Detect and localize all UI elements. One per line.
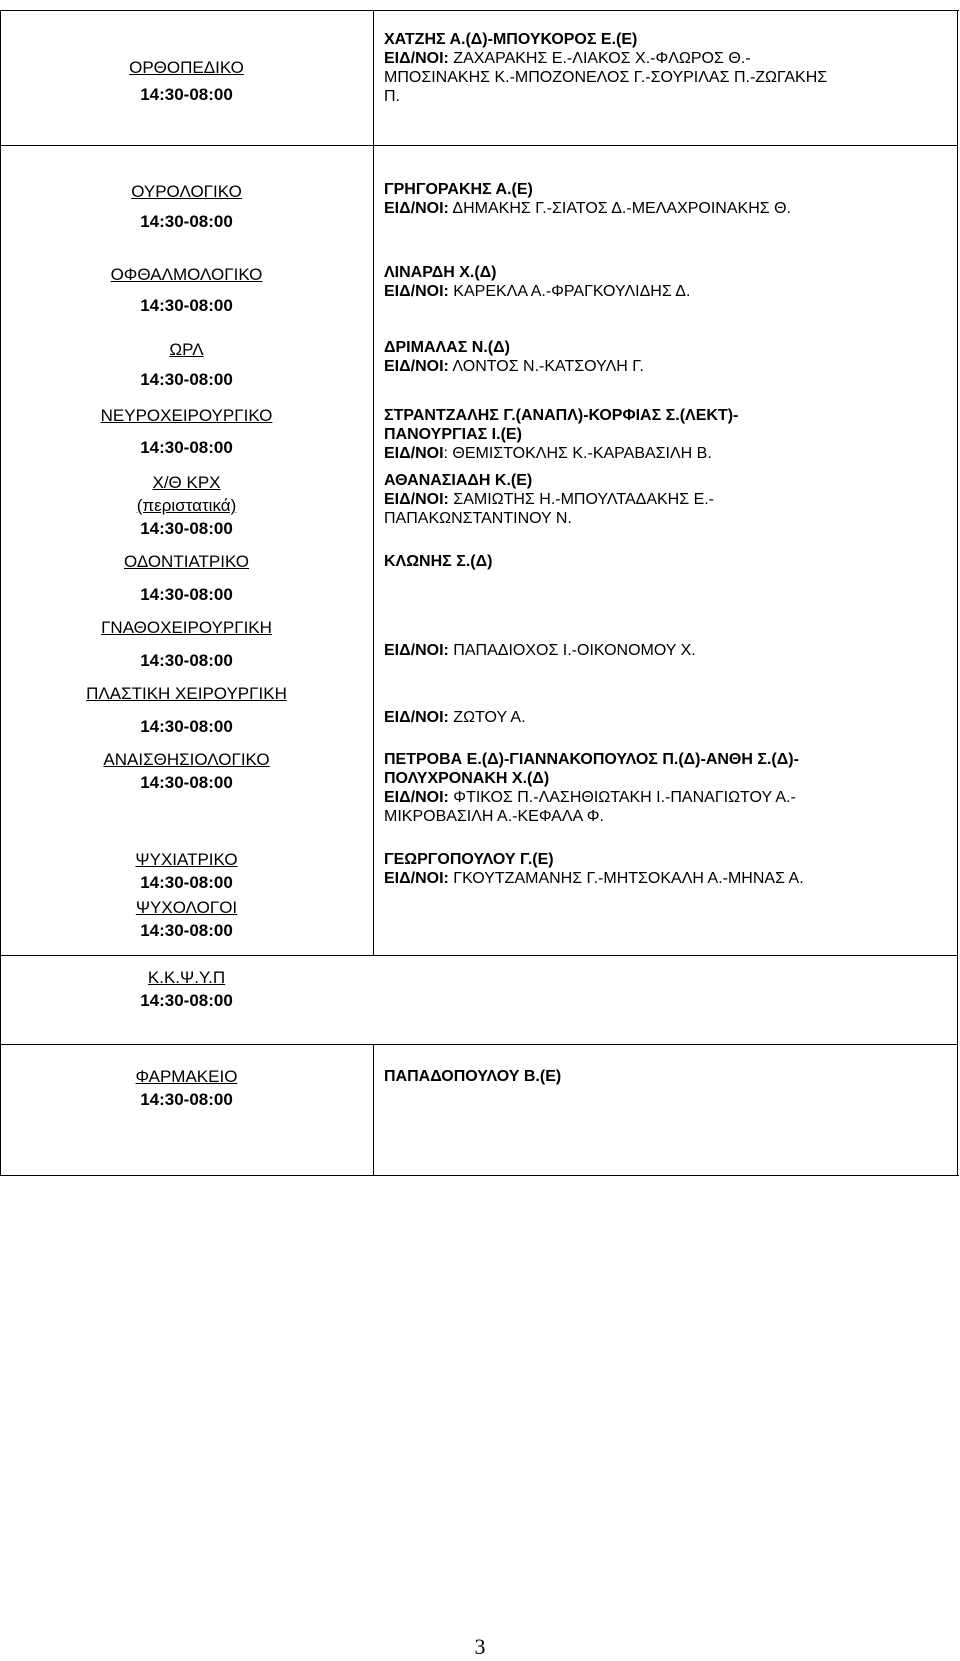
residents-names: ΔΗΜΑΚΗΣ Γ.-ΣΙΑΤΟΣ Δ.-ΜΕΛΑΧΡΟΙΝΑΚΗΣ Θ. — [452, 200, 791, 217]
duty-plastic-surgery — [384, 708, 944, 727]
dept-dental — [0, 550, 373, 606]
dept-name: ΟΦΘΑΛΜΟΛΟΓΙΚΟ — [110, 265, 263, 284]
residents-label: ΕΙΔ/ΝΟΙ: — [384, 200, 449, 217]
duty-head: ΠΑΠΑΔΟΠΟΥΛΟΥ Β.(Ε) — [384, 1068, 562, 1085]
dept-name: ΩΡΛ — [169, 340, 204, 359]
duty-residents-cont: ΜΠΟΣΙΝΑΚΗΣ Κ.-ΜΠΟΖΟΝΕΛΟΣ Γ.-ΣΟΥΡΙΛΑΣ Π.-ΖΩΓΑΚΗΣ — [384, 69, 828, 86]
dept-hours: 14:30-08:00 — [140, 212, 233, 231]
duty-residents — [384, 708, 944, 727]
duty-residents — [384, 357, 944, 376]
dept-name: ΝΕΥΡΟΧΕΙΡΟΥΡΓΙΚΟ — [100, 406, 273, 425]
dept-name: ΨΥΧΙΑΤΡΙΚΟ — [135, 850, 238, 869]
row-separator — [0, 955, 958, 956]
page-number: 3 — [474, 1634, 486, 1659]
residents-names: ΠΑΠΑΔΙΟΧΟΣ Ι.-ΟΙΚΟΝΟΜΟΥ Χ. — [453, 642, 696, 659]
dept-hours: 14:30-08:00 — [140, 519, 233, 538]
table-border-right — [957, 11, 958, 1175]
duty-residents — [384, 788, 944, 807]
dept-name: ΓΝΑΘΟΧΕΙΡΟΥΡΓΙΚΗ — [101, 618, 272, 637]
dept-hours: 14:30-08:00 — [140, 1090, 233, 1109]
dept-hours: 14:30-08:00 — [140, 85, 233, 104]
duty-maxillofacial — [384, 641, 944, 660]
duty-head-cont: ΠΑΝΟΥΡΓΙΑΣ Ι.(Ε) — [384, 426, 522, 443]
residents-label: ΕΙΔ/ΝΟΙ: — [384, 789, 449, 806]
residents-label: ΕΙΔ/ΝΟΙ — [384, 445, 444, 462]
duty-anesthesiology — [384, 750, 944, 826]
duty-residents — [384, 49, 944, 68]
duty-ophthalmology — [384, 263, 944, 301]
duty-ent — [384, 338, 944, 376]
residents-label: ΕΙΔ/ΝΟΙ: — [384, 709, 449, 726]
duty-residents — [384, 444, 944, 463]
residents-names: ΦΤΙΚΟΣ Π.-ΛΑΣΗΘΙΩΤΑΚΗ Ι.-ΠΑΝΑΓΙΩΤΟΥ Α.- — [453, 789, 796, 806]
dept-name: Κ.Κ.Ψ.Υ.Π — [147, 968, 226, 987]
duty-head: ΣΤΡΑΝΤΖΑΛΗΣ Γ.(ΑΝΑΠΛ)-ΚΟΡΦΙΑΣ Σ.(ΛΕΚΤ)- — [384, 407, 739, 424]
dept-kkpsyp — [0, 966, 373, 1012]
dept-pharmacy — [0, 1065, 373, 1111]
dept-name: ΦΑΡΜΑΚΕΙΟ — [135, 1067, 238, 1086]
residents-names: ΚΑΡΕΚΛΑ Α.-ΦΡΑΓΚΟΥΛΙΔΗΣ Δ. — [453, 283, 691, 300]
dept-hours: 14:30-08:00 — [140, 873, 233, 892]
duty-residents-cont: ΠΑΠΑΚΩΝΣΤΑΝΤΙΝΟΥ Ν. — [384, 510, 572, 527]
residents-label: ΕΙΔ/ΝΟΙ: — [384, 642, 449, 659]
duty-cardiothoracic — [384, 471, 944, 528]
dept-hours: 14:30-08:00 — [140, 651, 233, 670]
residents-names: ΓΚΟΥΤΖΑΜΑΝΗΣ Γ.-ΜΗΤΣΟΚΑΛΗ Α.-ΜΗΝΑΣ Α. — [453, 870, 804, 887]
duty-urology — [384, 180, 944, 218]
duty-residents — [384, 282, 944, 301]
dept-hours: 14:30-08:00 — [140, 717, 233, 736]
dept-name: ΟΔΟΝΤΙΑΤΡΙΚΟ — [123, 552, 250, 571]
dept-hours: 14:30-08:00 — [140, 773, 233, 792]
duty-residents — [384, 199, 944, 218]
duty-head: ΓΡΗΓΟΡΑΚΗΣ Α.(Ε) — [384, 181, 533, 198]
dept-hours: 14:30-08:00 — [140, 921, 233, 940]
dept-hours: 14:30-08:00 — [140, 585, 233, 604]
duty-residents-cont: Π. — [384, 88, 400, 105]
dept-orthopedic — [0, 56, 373, 106]
dept-psychologists — [0, 896, 373, 942]
duty-head: ΓΕΩΡΓΟΠΟΥΛΟΥ Γ.(Ε) — [384, 851, 554, 868]
dept-hours: 14:30-08:00 — [140, 438, 233, 457]
duty-head: ΧΑΤΖΗΣ Α.(Δ)-ΜΠΟΥΚΟΡΟΣ Ε.(Ε) — [384, 31, 638, 48]
duty-head: ΑΘΑΝΑΣΙΑΔΗ Κ.(Ε) — [384, 472, 533, 489]
duty-residents-cont: ΜΙΚΡΟΒΑΣΙΛΗ Α.-ΚΕΦΑΛΑ Φ. — [384, 808, 604, 825]
duty-residents — [384, 490, 944, 509]
duty-dental — [384, 552, 944, 571]
duty-head: ΚΛΩΝΗΣ Σ.(Δ) — [384, 553, 493, 570]
duty-head-cont: ΠΟΛΥΧΡΟΝΑΚΗ Χ.(Δ) — [384, 770, 550, 787]
column-divider — [373, 11, 374, 955]
dept-ent — [0, 338, 373, 391]
duty-orthopedic — [384, 30, 944, 106]
residents-label: ΕΙΔ/ΝΟΙ: — [384, 50, 449, 67]
row-separator — [0, 145, 958, 146]
residents-label: ΕΙΔ/ΝΟΙ: — [384, 283, 449, 300]
residents-label: ΕΙΔ/ΝΟΙ: — [384, 870, 449, 887]
dept-hours: 14:30-08:00 — [140, 991, 233, 1010]
residents-label: ΕΙΔ/ΝΟΙ: — [384, 358, 449, 375]
duty-head: ΔΡΙΜΑΛΑΣ Ν.(Δ) — [384, 339, 510, 356]
dept-cardiothoracic — [0, 471, 373, 540]
dept-name: ΟΥΡΟΛΟΓΙΚΟ — [131, 182, 242, 201]
dept-hours: 14:30-08:00 — [140, 370, 233, 389]
row-separator — [0, 1044, 958, 1045]
dept-neurosurgery — [0, 404, 373, 459]
dept-name: ΑΝΑΙΣΘΗΣΙΟΛΟΓΙΚΟ — [103, 750, 270, 769]
duty-residents — [384, 641, 944, 660]
dept-hours: 14:30-08:00 — [140, 296, 233, 315]
residents-names: ΛΟΝΤΟΣ Ν.-ΚΑΤΣΟΥΛΗ Γ. — [452, 358, 644, 375]
residents-names: ΖΩΤΟΥ Α. — [453, 709, 526, 726]
dept-subtitle: (περιστατικά) — [136, 496, 237, 515]
dept-anesthesiology — [0, 748, 373, 794]
residents-names: ΖΑΧΑΡΑΚΗΣ Ε.-ΛΙΑΚΟΣ Χ.-ΦΛΩΡΟΣ Θ.- — [453, 50, 751, 67]
duty-head: ΠΕΤΡΟΒΑ Ε.(Δ)-ΓΙΑΝΝΑΚΟΠΟΥΛΟΣ Π.(Δ)-ΑΝΘΗ Σ.(Δ)- — [384, 751, 799, 768]
dept-name: Χ/Θ ΚΡΧ — [152, 473, 221, 492]
dept-name: ΟΡΘΟΠΕΔΙΚΟ — [129, 58, 244, 77]
dept-psychiatry — [0, 848, 373, 894]
dept-name: ΠΛΑΣΤΙΚΗ ΧΕΙΡΟΥΡΓΙΚΗ — [86, 684, 287, 703]
dept-maxillofacial — [0, 616, 373, 672]
dept-name: ΨΥΧΟΛΟΓΟΙ — [135, 898, 238, 917]
residents-names: ΣΑΜΙΩΤΗΣ Η.-ΜΠΟΥΛΤΑΔΑΚΗΣ Ε.- — [453, 491, 715, 508]
dept-ophthalmology — [0, 263, 373, 317]
column-divider-lower — [373, 1044, 374, 1175]
residents-label: ΕΙΔ/ΝΟΙ: — [384, 491, 449, 508]
dept-urology — [0, 180, 373, 233]
duty-pharmacy — [384, 1067, 944, 1086]
duty-head: ΛΙΝΑΡΔΗ Χ.(Δ) — [384, 264, 497, 281]
dept-plastic-surgery — [0, 682, 373, 738]
residents-names: : ΘΕΜΙΣΤΟΚΛΗΣ Κ.-ΚΑΡΑΒΑΣΙΛΗ Β. — [443, 445, 712, 462]
duty-residents — [384, 869, 944, 888]
duty-psychiatry — [384, 850, 944, 888]
duty-neurosurgery — [384, 406, 944, 463]
